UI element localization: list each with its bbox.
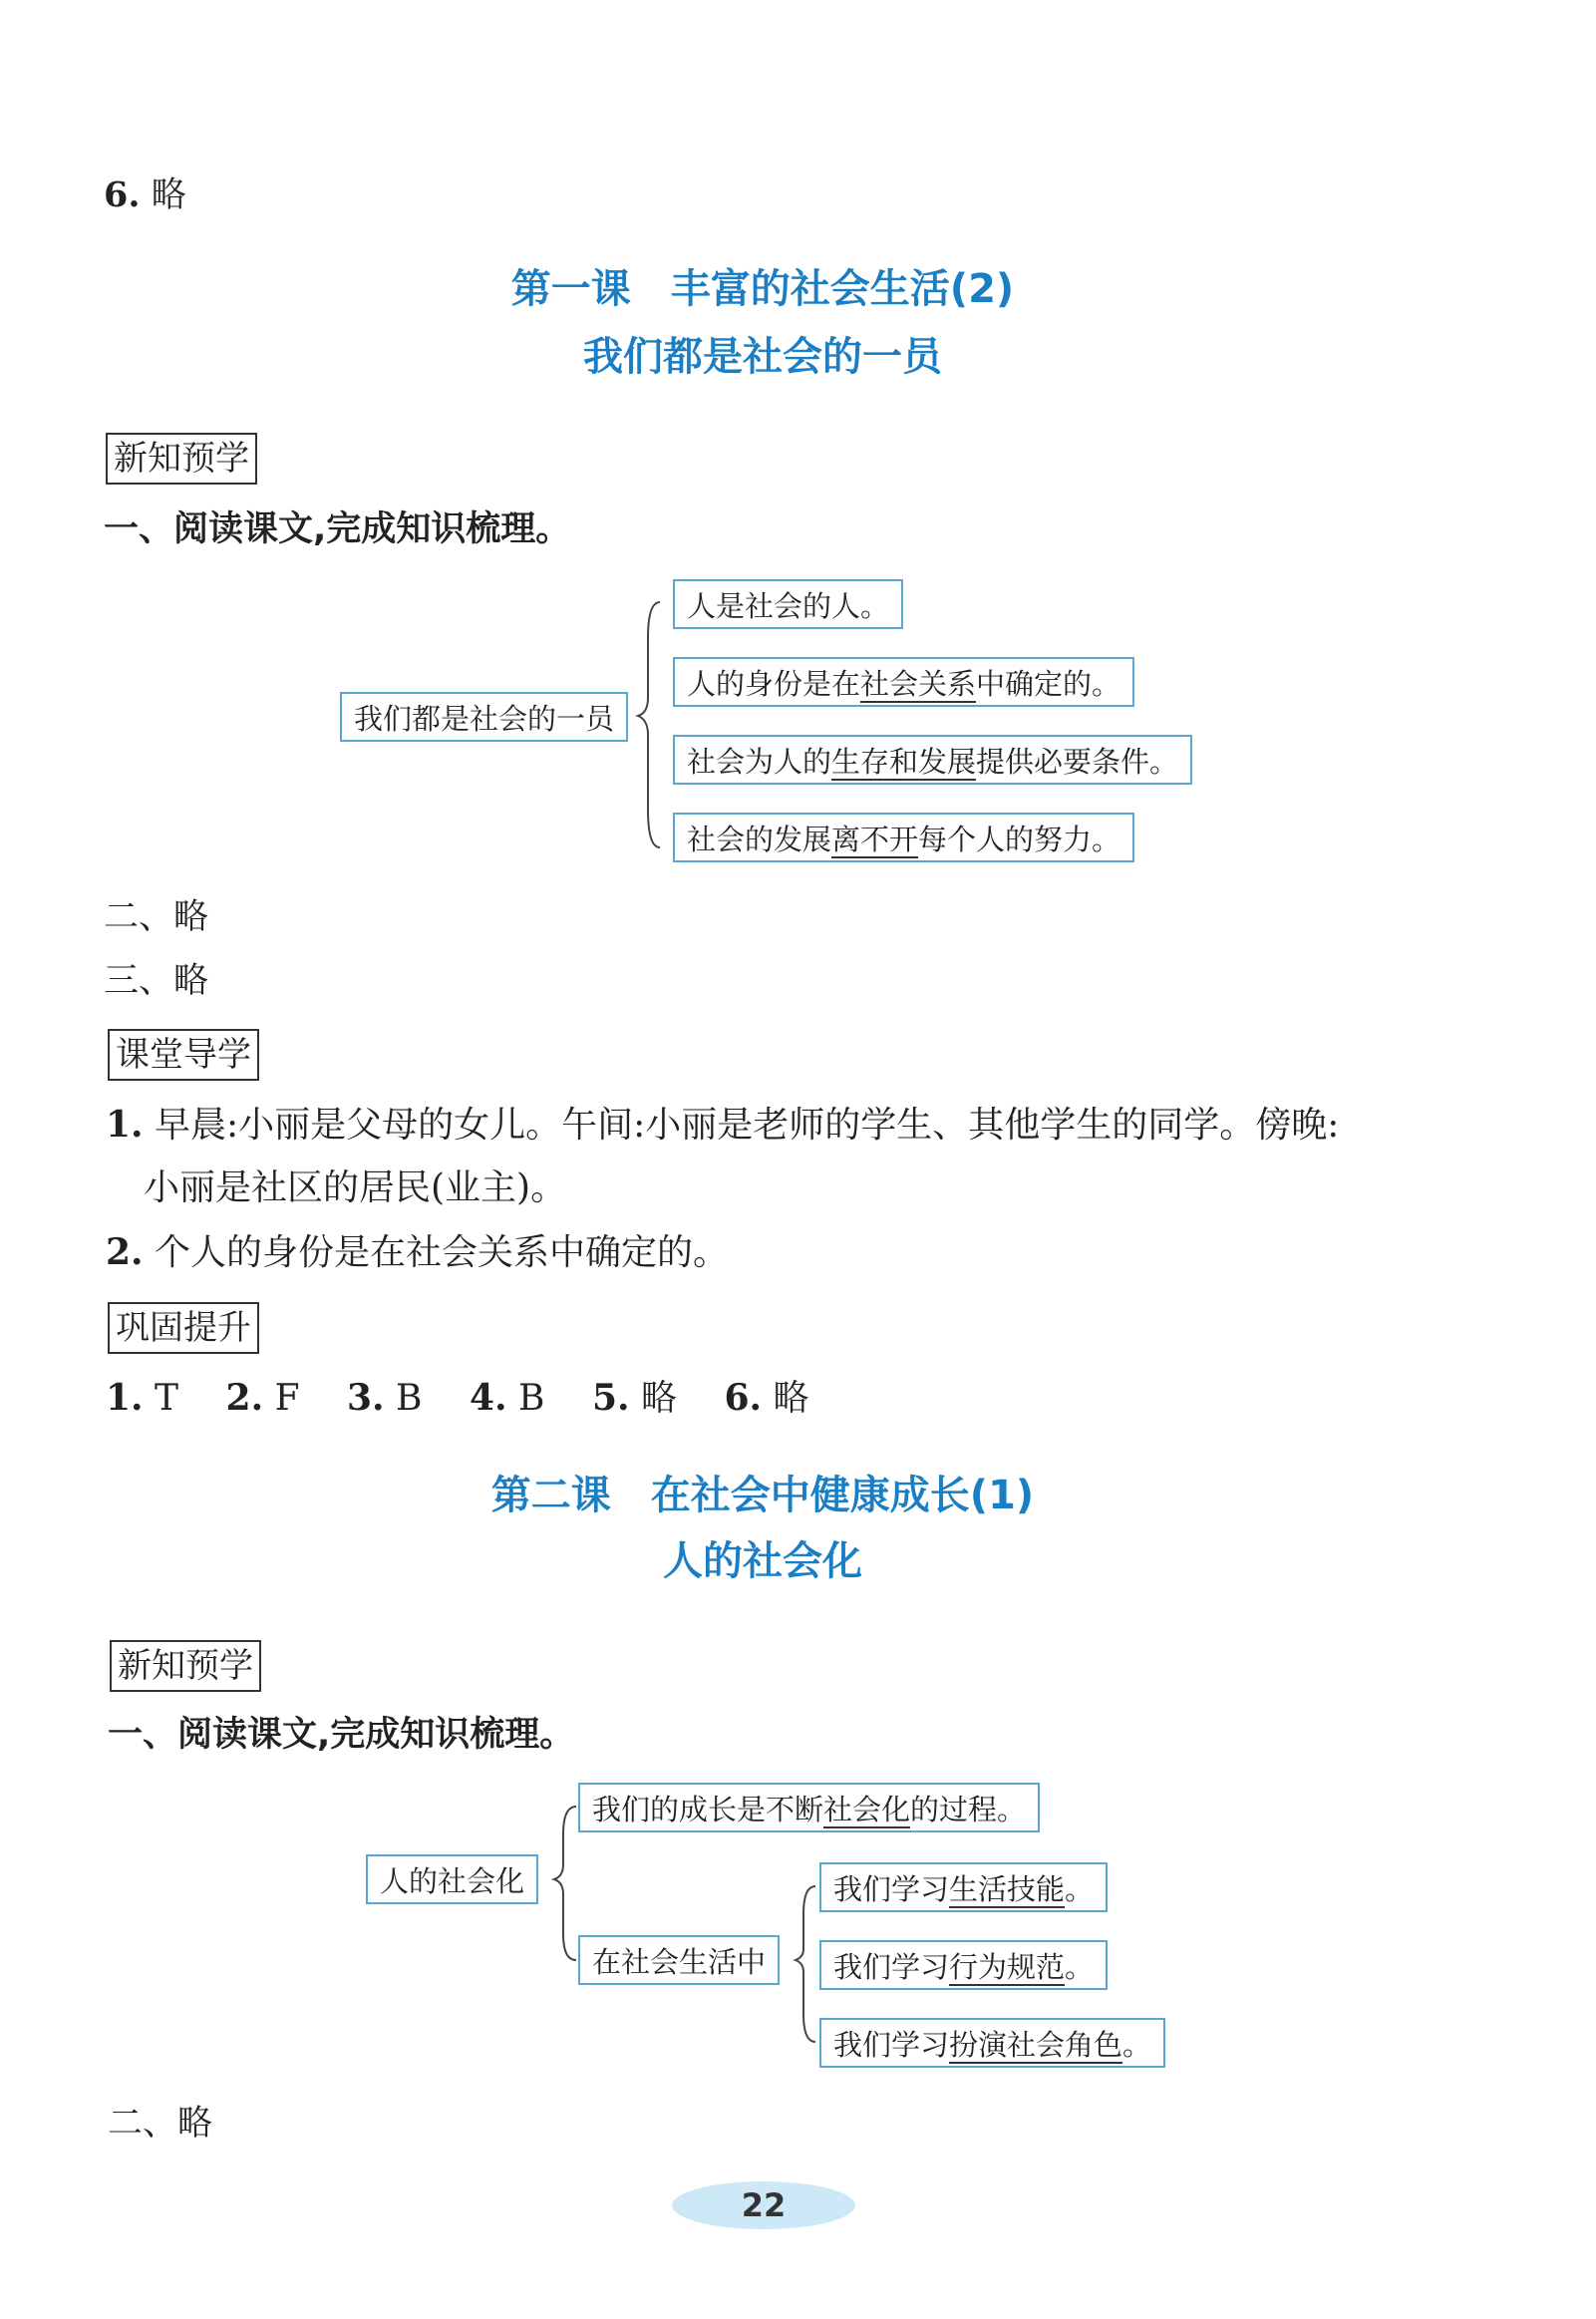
mindmap-text: 我们学习 (833, 1872, 950, 1906)
mindmap-answer: 生活技能 (949, 1872, 1066, 1906)
answer-6 (724, 1378, 808, 1419)
page-number: 22 (741, 2186, 787, 2224)
answer-4 (470, 1378, 545, 1419)
lesson1-question-2: 二、略 (104, 897, 209, 937)
mindmap2-middle: 在社会生活中 (578, 1935, 780, 1985)
class-item-1-cont: 小丽是社区的居民(业主)。 (144, 1167, 567, 1208)
lesson2-question-2: 二、略 (108, 2104, 213, 2144)
class-item-2 (106, 1228, 729, 1277)
mindmap-text: 的过程。 (910, 1793, 1027, 1826)
item-number: 3. (347, 1377, 385, 1419)
answer-value: 略 (640, 1378, 677, 1419)
answer-value: B (396, 1378, 423, 1419)
answer-value: 略 (773, 1378, 809, 1419)
item-number: 1. (106, 1377, 144, 1419)
mindmap-text: 社会的发展 (687, 823, 832, 856)
lesson2-title: 第二课 在社会中健康成长(1) (490, 1473, 1035, 1518)
mindmap-answer: 行为规范 (949, 1950, 1066, 1984)
class-item-1 (106, 1101, 1339, 1150)
mindmap1-item-2 (673, 657, 1134, 707)
section-tag-new-knowledge: 新知预学 (106, 433, 257, 485)
section-tag-new-knowledge-2: 新知预学 (110, 1640, 261, 1692)
mindmap2-sub-2 (819, 1940, 1108, 1990)
mindmap-text: 。 (1065, 1872, 1095, 1906)
lesson2-subtitle: 人的社会化 (663, 1538, 862, 1584)
section-tag-consolidate: 巩固提升 (108, 1302, 259, 1354)
item-number: 4. (469, 1377, 507, 1419)
mindmap-text: 社会为人的 (687, 745, 832, 779)
answer-3 (347, 1378, 423, 1419)
mindmap1-item-1 (673, 579, 903, 629)
answer-row (106, 1374, 809, 1423)
mindmap-text: 中确定的。 (976, 667, 1121, 701)
mindmap-text: 。 (1065, 1950, 1095, 1984)
mindmap1-item-4 (673, 813, 1134, 862)
mindmap-text: 人是社会的人。 (687, 589, 890, 623)
item-number: 5. (591, 1377, 630, 1419)
mindmap-text: 每个人的努力。 (918, 823, 1121, 856)
answer-value: T (155, 1378, 179, 1419)
mindmap1-item-3 (673, 735, 1192, 785)
item-number: 2. (225, 1377, 264, 1419)
mindmap2-sub-3 (819, 2018, 1165, 2068)
item-text: 略 (151, 175, 186, 215)
lesson1-subtitle: 我们都是社会的一员 (583, 334, 942, 380)
mindmap-text: 我们学习 (833, 2028, 950, 2062)
mindmap2-sub-1 (819, 1862, 1108, 1912)
answer-1 (106, 1378, 178, 1419)
answer-value: F (274, 1378, 300, 1419)
item-number: 1. (106, 1104, 144, 1146)
mindmap-text: 我们学习 (833, 1950, 950, 1984)
item-number: 6. (104, 174, 141, 215)
mindmap2-item-1 (578, 1783, 1040, 1832)
mindmap-answer: 生存和发展 (831, 745, 977, 779)
answer-5 (592, 1378, 677, 1419)
mindmap-answer: 扮演社会角色 (949, 2028, 1123, 2062)
mindmap-answer: 离不开 (831, 823, 919, 856)
item-number: 6. (724, 1377, 763, 1419)
item-number: 2. (106, 1231, 144, 1273)
answer-2 (226, 1378, 300, 1419)
item-6-top (104, 171, 186, 219)
mindmap-text: 提供必要条件。 (976, 745, 1179, 779)
lesson2-question-1: 一、阅读课文,完成知识梳理。 (108, 1715, 575, 1755)
answer-value: B (518, 1378, 545, 1419)
mindmap-answer: 社会化 (823, 1793, 911, 1826)
section-tag-classroom: 课堂导学 (108, 1029, 259, 1081)
lesson1-title: 第一课 丰富的社会生活(2) (510, 266, 1015, 312)
item-text: 早晨:小丽是父母的女儿。午间:小丽是老师的学生、其他学生的同学。傍晚: (155, 1105, 1340, 1146)
mindmap-text: 人的身份是在 (687, 667, 861, 701)
mindmap-text: 我们的成长是不断 (592, 1793, 824, 1826)
mindmap1-root: 我们都是社会的一员 (340, 692, 628, 742)
lesson1-question-3: 三、略 (104, 961, 209, 1001)
mindmap-answer: 社会关系 (860, 667, 977, 701)
mindmap2-root: 人的社会化 (366, 1854, 538, 1904)
mindmap-text: 。 (1122, 2028, 1152, 2062)
item-text: 个人的身份是在社会关系中确定的。 (155, 1232, 730, 1273)
lesson1-question-1: 一、阅读课文,完成知识梳理。 (104, 509, 571, 549)
